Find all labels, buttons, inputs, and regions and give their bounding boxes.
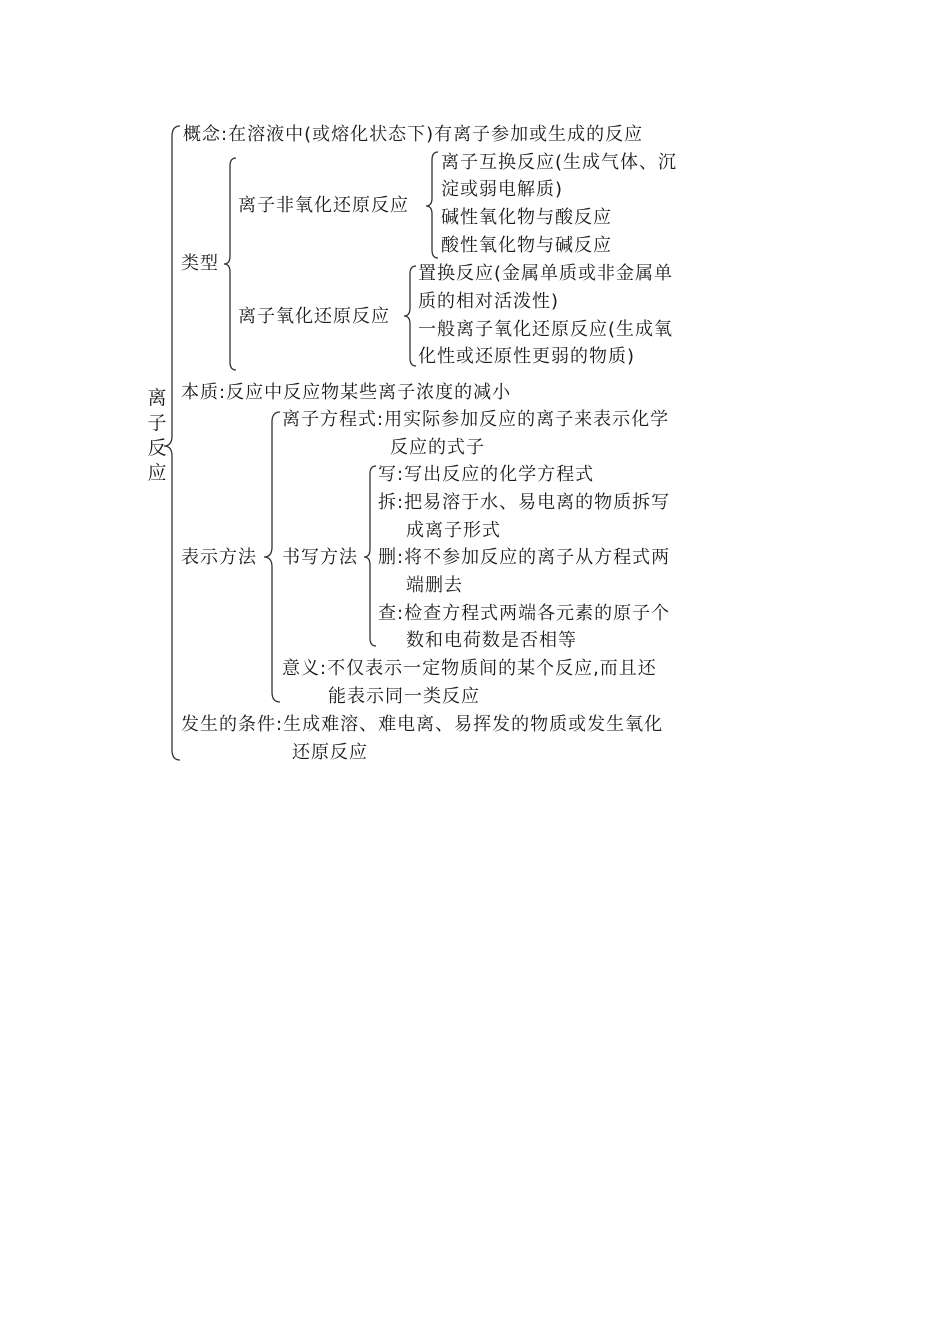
writing-method-label: 书写方法 <box>282 547 358 568</box>
types-brace <box>224 158 236 370</box>
conditions-row <box>181 714 663 736</box>
redox-item-2-line2: 化性或还原性更弱的物质) <box>418 346 636 367</box>
root-label-text: 离 子 反 应 <box>147 387 167 484</box>
non-redox-item-3: 酸性氧化物与碱反应 <box>441 235 612 256</box>
representation-label: 表示方法 <box>181 547 257 568</box>
non-redox-brace <box>426 152 438 258</box>
non-redox-label: 离子非氧化还原反应 <box>238 195 409 216</box>
essence-label: 本质 <box>181 382 219 403</box>
step-delete-line2: 端删去 <box>406 575 463 596</box>
meaning-row <box>282 658 657 680</box>
step-check <box>378 603 670 625</box>
conditions-line1: 生成难溶、难电离、易挥发的物质或发生氧化 <box>283 714 664 735</box>
meaning-label: 意义 <box>282 658 320 679</box>
step-check-line1: 检查方程式两端各元素的原子个 <box>404 603 671 624</box>
step-split-line2: 成离子形式 <box>406 520 501 541</box>
non-redox-item-1-line2: 淀或弱电解质) <box>441 179 564 200</box>
types-label: 类型 <box>181 253 219 274</box>
colon: : <box>276 714 284 735</box>
step-check-line2: 数和电荷数是否相等 <box>406 630 577 651</box>
colon: : <box>320 658 328 679</box>
step-split <box>378 492 670 514</box>
ionic-equation-label: 离子方程式 <box>282 409 377 430</box>
concept-row <box>183 124 643 146</box>
step-write-key: 写 <box>378 464 397 485</box>
essence-row <box>181 382 511 404</box>
concept-label: 概念 <box>183 124 221 145</box>
colon: : <box>219 382 227 403</box>
representation-brace <box>264 412 280 702</box>
step-split-line1: 把易溶于水、易电离的物质拆写 <box>404 492 671 513</box>
non-redox-item-2: 碱性氧化物与酸反应 <box>441 207 612 228</box>
ionic-equation-line2: 反应的式子 <box>390 437 485 458</box>
writing-brace <box>364 466 376 646</box>
colon: : <box>397 603 405 624</box>
colon: : <box>397 464 405 485</box>
meaning-line1: 不仅表示一定物质间的某个反应,而且还 <box>327 658 657 679</box>
colon: : <box>221 124 229 145</box>
redox-item-1-line1: 置换反应(金属单质或非金属单 <box>418 263 674 284</box>
step-delete-line1: 将不参加反应的离子从方程式两 <box>404 547 671 568</box>
redox-item-2-line1: 一般离子氧化还原反应(生成氧 <box>418 319 674 340</box>
step-delete-key: 删 <box>378 547 397 568</box>
root-label <box>146 386 168 486</box>
ionic-equation-line1: 用实际参加反应的离子来表示化学 <box>384 409 670 430</box>
colon: : <box>377 409 385 430</box>
meaning-line2: 能表示同一类反应 <box>328 686 480 707</box>
conditions-label: 发生的条件 <box>181 714 276 735</box>
redox-label: 离子氧化还原反应 <box>238 306 390 327</box>
conditions-line2: 还原反应 <box>292 742 368 763</box>
step-write <box>378 464 594 486</box>
redox-item-1-line2: 质的相对活泼性) <box>418 291 560 312</box>
step-write-line1: 写出反应的化学方程式 <box>404 464 595 485</box>
non-redox-item-1-line1: 离子互换反应(生成气体、沉 <box>441 152 678 173</box>
concept-text: 在溶液中(或熔化状态下)有离子参加或生成的反应 <box>228 124 644 145</box>
colon: : <box>397 547 405 568</box>
colon: : <box>397 492 405 513</box>
step-delete <box>378 547 670 569</box>
step-split-key: 拆 <box>378 492 397 513</box>
redox-brace <box>404 266 416 366</box>
step-check-key: 查 <box>378 603 397 624</box>
ionic-equation-row <box>282 409 669 431</box>
essence-text: 反应中反应物某些离子浓度的减小 <box>226 382 512 403</box>
